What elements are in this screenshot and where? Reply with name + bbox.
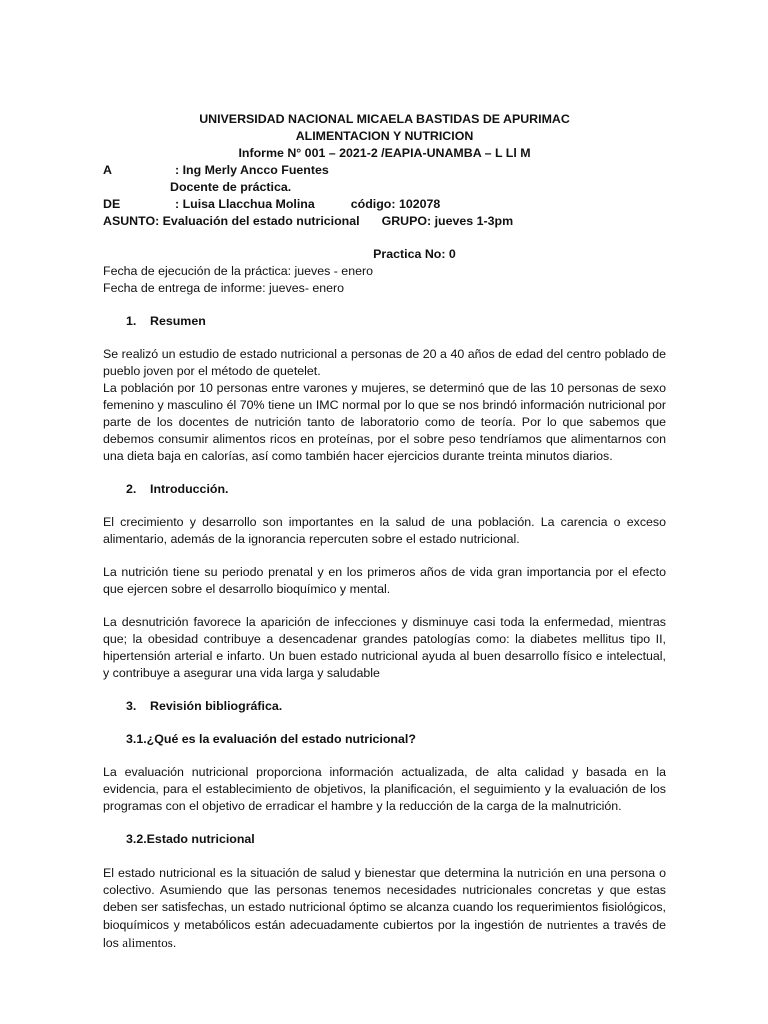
subsection-heading-evaluacion: 3.1.¿Qué es la evaluación del estado nutricional? (126, 732, 416, 746)
subsection-heading-estado: 3.2.Estado nutricional (126, 832, 255, 846)
estado-text-4: . (172, 936, 177, 950)
sender-name: : Luisa Llacchua Molina (175, 197, 315, 211)
link-nutrientes: nutrientes (546, 917, 599, 932)
estado-text-3: a través de los (103, 918, 666, 950)
evaluacion-paragraph: La evaluación nutricional proporciona información actualizada, de alta calidad y basada en la evidencia, para el establecimiento de objetivos, la planificación, el seguimiento y la evaluación de los programas con el objetivo de erradicar el hambre y la reducción de la carga de la malnutrición. (103, 765, 666, 813)
execution-date: Fecha de ejecución de la práctica: jueves - enero (103, 264, 373, 278)
estado-text-2: en una persona o colectivo. Asumiendo que las personas tenemos necesidades nutricionales concretas y que estas deben ser satisfechas, un estado nutricional óptimo se alcanza cuando los requerimientos fisiológicos, bioquímicos y metabólicos están adecuadamente cubiertos por la ingestión de (103, 866, 666, 932)
intro-paragraph-3: La desnutrición favorece la aparición de infecciones y disminuye casi toda la enfermedad, mientras que; la obesidad contribuye a desencadenar grandes patologías como: la diabetes mellitus tipo II, hipertensión arterial e infarto. Un buen estado nutricional ayuda al buen desarrollo físico e intelectual, y contribuye a asegurar una vida larga y saludable (103, 615, 666, 680)
section-title: Revisión bibliográfica. (150, 699, 283, 713)
section-heading-introduccion (103, 481, 666, 498)
recipient-row (103, 162, 666, 179)
recipient-role: Docente de práctica. (170, 180, 292, 194)
section-number: 3. (126, 699, 137, 713)
recipient-name: : Ing Merly Ancco Fuentes (175, 163, 329, 177)
sender-row (103, 196, 666, 213)
intro-paragraph-1: El crecimiento y desarrollo son importantes en la salud de una población. La carencia o exceso alimentario, además de la ignorancia repercuten sobre el estado nutricional. (103, 515, 666, 546)
report-number: Informe N° 001 – 2021-2 /EAPIA-UNAMBA – L Ll M (238, 146, 531, 160)
resumen-paragraph-1: Se realizó un estudio de estado nutricional a personas de 20 a 40 años de edad del centro poblado de pueblo joven por el método de quetelet. (103, 347, 666, 378)
student-code: código: 102078 (350, 197, 441, 211)
section-heading-revision (103, 698, 666, 715)
link-nutricion: nutrición (517, 865, 564, 880)
delivery-date: Fecha de entrega de informe: jueves- enero (103, 281, 345, 295)
section-title: Resumen (150, 314, 206, 328)
recipient-key: A (103, 163, 112, 177)
resumen-paragraph-2: La población por 10 personas entre varones y mujeres, se determinó que de las 10 personas de sexo femenino y masculino él 70% tiene un IMC normal por lo que se nos brindó información nutricional por parte de los docentes de nutrición tanto de laboratorio como de teoría. Por lo que sabemos que debemos consumir alimentos ricos en proteínas, por el sobre peso tendríamos que alimentarnos con una dieta baja en calorías, así como también hacer ejercicios durante treinta minutos diarios. (103, 381, 666, 463)
section-number: 1. (126, 314, 137, 328)
sender-key: DE (103, 197, 121, 211)
course-title: ALIMENTACION Y NUTRICION (295, 129, 474, 143)
intro-paragraph-2: La nutrición tiene su periodo prenatal y en los primeros años de vida gran importancia por el efecto que ejercen sobre el desarrollo bioquímico y mental. (103, 565, 666, 596)
practice-number: Practica No: 0 (373, 247, 456, 261)
section-number: 2. (126, 482, 137, 496)
link-alimentos: alimentos (122, 935, 173, 950)
group-text: GRUPO: jueves 1-3pm (381, 214, 514, 228)
subject-row (103, 213, 666, 230)
section-title: Introducción. (150, 482, 229, 496)
subject-text: ASUNTO: Evaluación del estado nutricional (103, 214, 360, 228)
university-title: UNIVERSIDAD NACIONAL MICAELA BASTIDAS DE APURIMAC (199, 112, 570, 126)
estado-paragraph (103, 864, 666, 952)
section-heading-resumen (103, 313, 666, 330)
estado-text-1: El estado nutricional es la situación de salud y bienestar que determina la (103, 866, 518, 880)
